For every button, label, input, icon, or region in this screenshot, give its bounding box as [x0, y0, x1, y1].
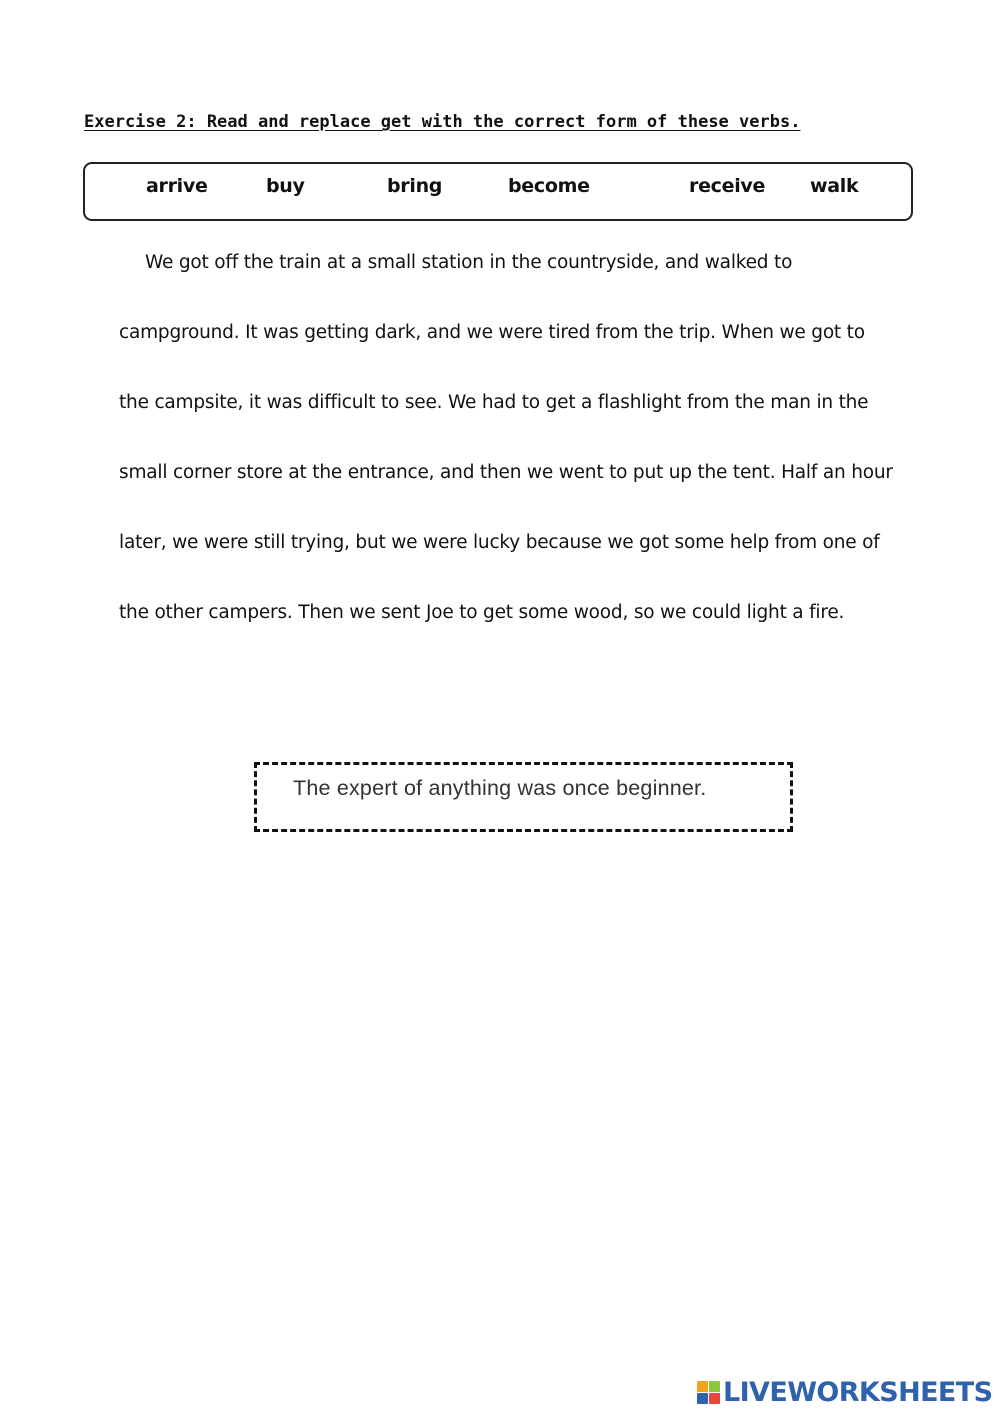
brand-logo — [697, 1377, 992, 1408]
word-bank-verb: become — [508, 175, 590, 197]
passage-line: the other campers. Then we sent Joe to get some wood, so we could light a fire. — [119, 602, 845, 623]
word-bank-verb: walk — [810, 175, 859, 197]
passage-line: the campsite, it was difficult to see. We had to get a flashlight from the man in the — [119, 392, 869, 413]
word-bank-verb: arrive — [146, 175, 208, 197]
liveworksheets-logo-icon — [697, 1381, 720, 1404]
passage-line: campground. It was getting dark, and we were tired from the trip. When we got to — [119, 322, 865, 343]
passage-line: later, we were still trying, but we were lucky because we got some help from one of — [119, 532, 880, 553]
quote-text: The expert of anything was once beginner. — [293, 776, 707, 800]
passage-line: small corner store at the entrance, and then we went to put up the tent. Half an hour — [119, 462, 893, 483]
word-bank-verb: buy — [266, 175, 305, 197]
brand-name: LIVEWORKSHEETS — [723, 1377, 993, 1408]
passage-line: We got off the train at a small station in the countryside, and walked to — [145, 252, 793, 273]
exercise-title: Exercise 2: Read and replace get with the correct form of these verbs. — [84, 112, 801, 132]
word-bank-verb: bring — [387, 175, 443, 197]
word-bank-verb: receive — [689, 175, 766, 197]
